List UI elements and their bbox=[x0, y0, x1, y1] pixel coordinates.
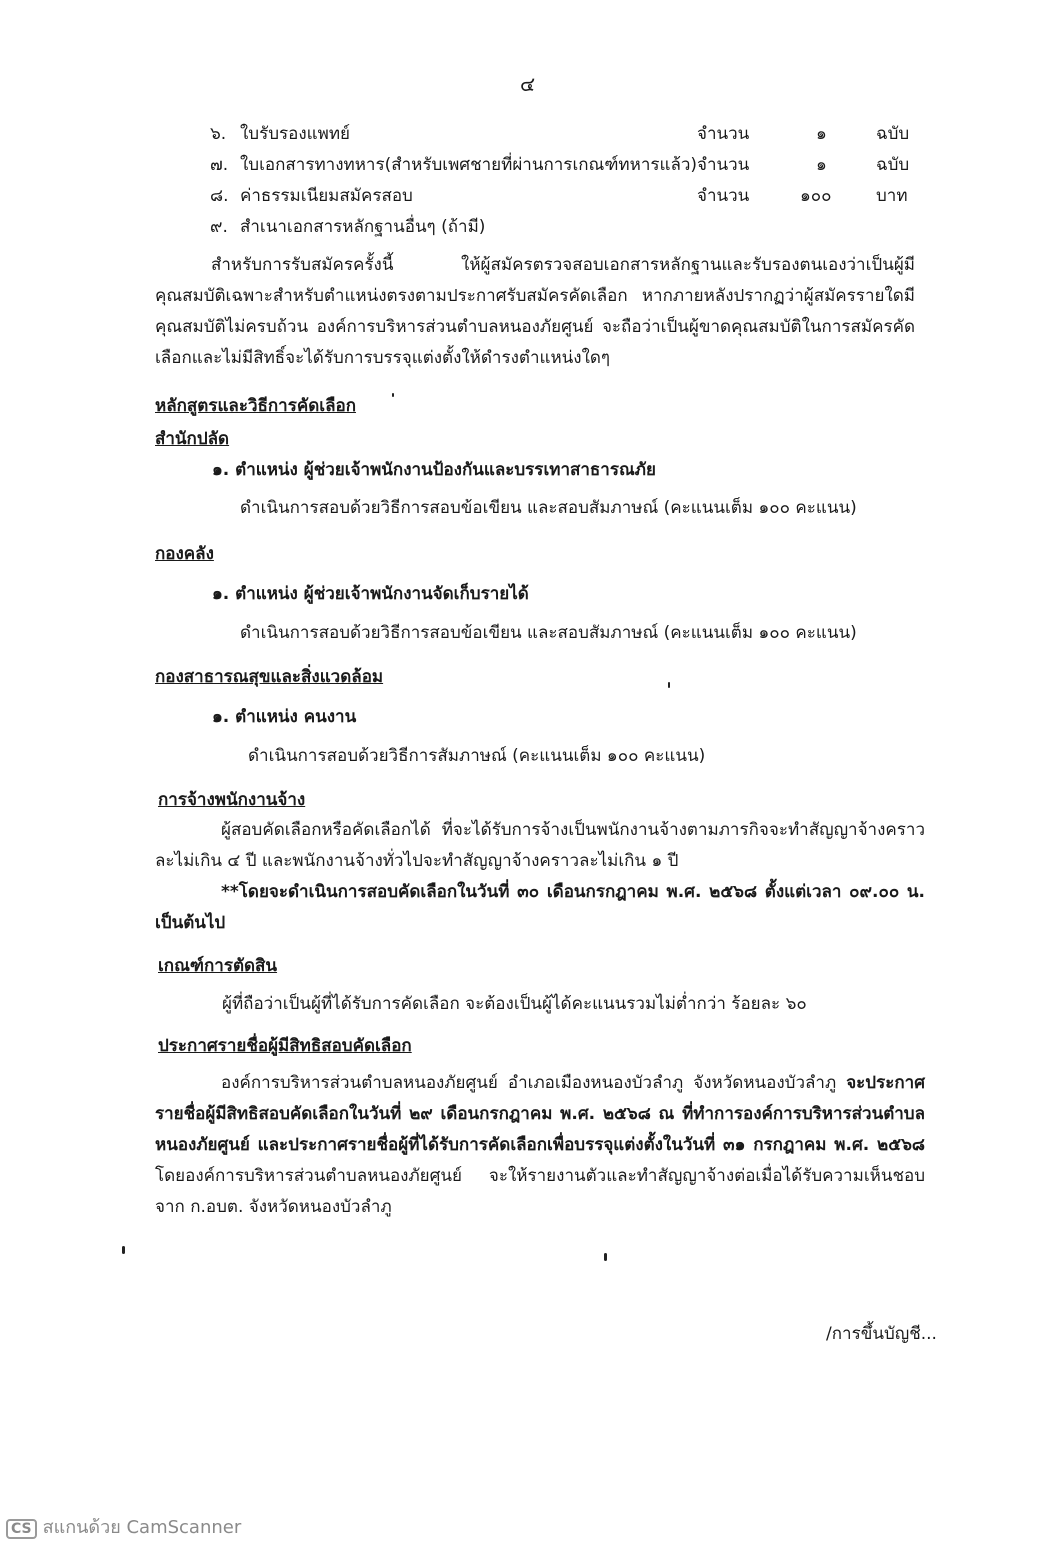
dept-method-health: ดำเนินการสอบด้วยวิธีการสัมภาษณ์ (คะแนนเต็ม ๑๐๐ คะแนน) bbox=[248, 746, 706, 766]
scan-speck bbox=[122, 1246, 125, 1254]
scan-speck bbox=[392, 393, 394, 397]
criteria-text: ผู้ที่ถือว่าเป็นผู้ที่ได้รับการคัดเลือก จะต้องเป็นผู้ได้คะแนนรวมไม่ต่ำกว่า ร้อยละ ๖๐ bbox=[222, 994, 807, 1014]
exam-date: **โดยจะดำเนินการสอบคัดเลือกในวันที่ ๓๐ เดือนกรกฎาคม พ.ศ. ๒๕๖๘ ตั้งแต่เวลา ๐๙.๐๐ น. เป็นต้นไป bbox=[155, 882, 925, 933]
item-text: สำเนาเอกสารหลักฐานอื่นๆ (ถ้ามี) bbox=[240, 217, 486, 237]
dept-method-office: ดำเนินการสอบด้วยวิธีการสอบข้อเขียน และสอบสัมภาษณ์ (คะแนนเต็ม ๑๐๐ คะแนน) bbox=[240, 498, 857, 518]
dept-name-health: กองสาธารณสุขและสิ่งแวดล้อม bbox=[155, 667, 384, 687]
item-text: ค่าธรรมเนียมสมัครสอบ bbox=[240, 186, 413, 206]
method-heading: หลักสูตรและวิธีการคัดเลือก bbox=[155, 396, 357, 416]
scan-speck bbox=[604, 1253, 607, 1261]
item-unit-label: จำนวน bbox=[697, 155, 750, 175]
camscanner-label: สแกนด้วย CamScanner bbox=[42, 1517, 242, 1538]
item-unit-label: จำนวน bbox=[697, 124, 750, 144]
announce-text bbox=[155, 1068, 925, 1223]
hiring-text: ผู้สอบคัดเลือกหรือคัดเลือกได้ ที่จะได้รับการจ้างเป็นพนักงานจ้างตามภารกิจจะทำสัญญาจ้างคราวละไม่เกิน ๔ ปี และพนักงานจ้างทั่วไปจะทำสัญญาจ้างคราวละไม่เกิน ๑ ปี bbox=[155, 820, 925, 871]
dept-position-finance: ๑. ตำแหน่ง ผู้ช่วยเจ้าพนักงานจัดเก็บรายได้ bbox=[212, 584, 529, 604]
item-unit: ฉบับ bbox=[876, 124, 910, 144]
item-unit-label: จำนวน bbox=[697, 186, 750, 206]
criteria-heading: เกณฑ์การตัดสิน bbox=[158, 956, 278, 976]
dept-position-office: ๑. ตำแหน่ง ผู้ช่วยเจ้าพนักงานป้องกันและบรรเทาสาธารณภัย bbox=[212, 460, 656, 480]
item-number: ๖. bbox=[210, 124, 227, 144]
item-unit: ฉบับ bbox=[876, 155, 910, 175]
camscanner-watermark bbox=[6, 1512, 241, 1541]
continued-marker: /การขึ้นบัญชี... bbox=[826, 1324, 937, 1344]
announce-text-2: จะประกาศรายชื่อผู้มีสิทธิสอบคัดเลือกในวันที่ ๒๙ เดือนกรกฎาคม พ.ศ. ๒๕๖๘ ณ ที่ทำการองค์การบริหารส่วนตำบลหนองภัยศูนย์ และประกาศรายชื่อผู้ที่ได้รับการคัดเลือกเพื่อบรรจุแต่งตั้งในวันที่ ๓๑ กรกฎาคม พ.ศ. ๒๕๖๘ bbox=[155, 1073, 925, 1155]
dept-method-finance: ดำเนินการสอบด้วยวิธีการสอบข้อเขียน และสอบสัมภาษณ์ (คะแนนเต็ม ๑๐๐ คะแนน) bbox=[240, 623, 857, 643]
item-qty: ๑๐๐ bbox=[800, 186, 832, 206]
announce-text-3: โดยองค์การบริหารส่วนตำบลหนองภัยศูนย์ จะให้รายงานตัวและทำสัญญาจ้างต่อเมื่อได้รับความเห็นชอบจาก ก.อบต. จังหวัดหนองบัวลำภู bbox=[155, 1166, 925, 1217]
item-number: ๙. bbox=[210, 217, 228, 237]
dept-name-office: สำนักปลัด bbox=[155, 429, 230, 449]
item-number: ๗. bbox=[210, 155, 229, 175]
qualification-note: สำหรับการรับสมัครครั้งนี้ ให้ผู้สมัครตรวจสอบเอกสารหลักฐานและรับรองตนเองว่าเป็นผู้มีคุณสมบัติเฉพาะสำหรับตำแหน่งตรงตามประกาศรับสมัครคัดเลือก หากภายหลังปรากฏว่าผู้สมัครรายใดมีคุณสมบัติไม่ครบถ้วน องค์การบริหารส่วนตำบลหนองภัยศูนย์ จะถือว่าเป็นผู้ขาดคุณสมบัติในการสมัครคัดเลือกและไม่มีสิทธิ์จะได้รับการบรรจุแต่งตั้งให้ดำรงตำแหน่งใดๆ bbox=[155, 255, 915, 368]
item-number: ๘. bbox=[210, 186, 229, 206]
item-text: ใบรับรองแพทย์ bbox=[240, 124, 350, 144]
dept-name-finance: กองคลัง bbox=[155, 544, 214, 564]
hiring-heading: การจ้างพนักงานจ้าง bbox=[158, 790, 306, 810]
item-text: ใบเอกสารทางทหาร(สำหรับเพศชายที่ผ่านการเกณฑ์ทหารแล้ว) bbox=[240, 155, 698, 175]
camscanner-logo-icon: CS bbox=[6, 1519, 37, 1539]
announce-heading: ประกาศรายชื่อผู้มีสิทธิสอบคัดเลือก bbox=[158, 1036, 412, 1056]
page-number: ๔ bbox=[520, 72, 536, 96]
item-unit: บาท bbox=[876, 186, 908, 206]
announce-text-1: องค์การบริหารส่วนตำบลหนองภัยศูนย์ อำเภอเมืองหนองบัวลำภู จังหวัดหนองบัวลำภู bbox=[221, 1073, 837, 1093]
item-qty: ๑ bbox=[816, 155, 827, 175]
dept-position-health: ๑. ตำแหน่ง คนงาน bbox=[212, 707, 357, 727]
item-qty: ๑ bbox=[816, 124, 827, 144]
scan-speck bbox=[668, 682, 670, 688]
